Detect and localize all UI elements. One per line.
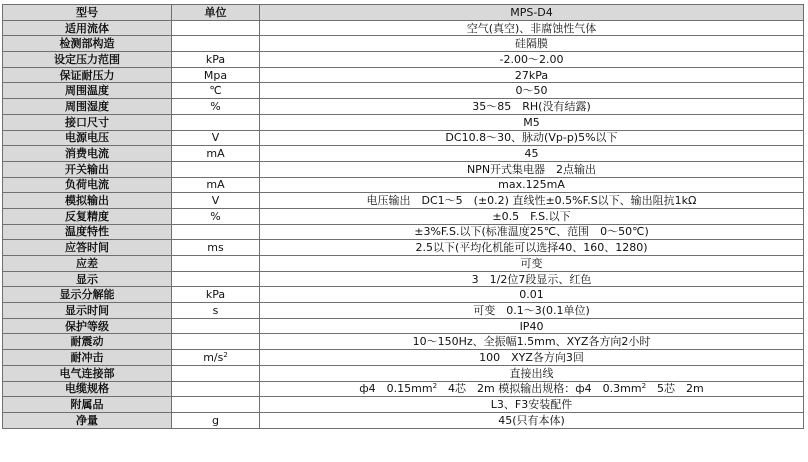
table-row	[3, 240, 804, 256]
row-unit: g	[172, 412, 260, 428]
area-exponent: 2	[641, 382, 647, 391]
row-name: 消费电流	[3, 146, 172, 162]
table-header-row	[3, 5, 804, 21]
row-value: 电压输出 DC1～5 (±0.2) 直线性±0.5%F.S以下、输出阻抗1kΩ	[260, 193, 804, 209]
row-unit: Mpa	[172, 67, 260, 83]
row-name: 保护等级	[3, 318, 172, 334]
row-name: 检测部构造	[3, 36, 172, 52]
row-value: 3 1/2位7段显示、红色	[260, 271, 804, 287]
table-row	[3, 83, 804, 99]
row-value: 45	[260, 146, 804, 162]
row-unit	[172, 365, 260, 381]
table-row	[3, 130, 804, 146]
row-value: IP40	[260, 318, 804, 334]
table-row	[3, 177, 804, 193]
row-unit	[172, 161, 260, 177]
row-value: ±0.5 F.S.以下	[260, 208, 804, 224]
row-name: 净量	[3, 412, 172, 428]
table-row	[3, 287, 804, 303]
row-value: max.125mA	[260, 177, 804, 193]
row-unit	[172, 397, 260, 413]
row-name: 保证耐压力	[3, 67, 172, 83]
row-name: 附属品	[3, 397, 172, 413]
row-unit: ms	[172, 240, 260, 256]
row-unit: kPa	[172, 52, 260, 68]
row-value: L3、F3安装配件	[260, 397, 804, 413]
header-unit-label: 单位	[172, 5, 260, 21]
table-row	[3, 161, 804, 177]
cable-spec-text: 5芯 2m	[646, 382, 704, 396]
header-model-value: MPS-D4	[260, 5, 804, 21]
row-name: 周围温度	[3, 83, 172, 99]
row-unit: V	[172, 193, 260, 209]
table-row	[3, 36, 804, 52]
table-row	[3, 193, 804, 209]
row-name: 周围湿度	[3, 99, 172, 115]
row-name: 显示分解能	[3, 287, 172, 303]
row-value	[260, 381, 804, 397]
row-name: 耐震动	[3, 334, 172, 350]
cable-spec-text: ф4 0.15mm	[359, 382, 433, 396]
row-value: M5	[260, 114, 804, 130]
row-value: 45(只有本体)	[260, 412, 804, 428]
row-unit	[172, 350, 260, 366]
table-row	[3, 146, 804, 162]
row-value: 10～150Hz、全振幅1.5mm、XYZ各方向2小时	[260, 334, 804, 350]
row-value: DC10.8～30、脉动(Vp-p)5%以下	[260, 130, 804, 146]
table-row	[3, 303, 804, 319]
row-value: 直接出线	[260, 365, 804, 381]
table-row	[3, 67, 804, 83]
row-value: 0～50	[260, 83, 804, 99]
table-row	[3, 99, 804, 115]
row-unit	[172, 334, 260, 350]
table-row	[3, 114, 804, 130]
row-unit: %	[172, 208, 260, 224]
row-unit	[172, 381, 260, 397]
table-row	[3, 208, 804, 224]
header-model-label: 型号	[3, 5, 172, 21]
row-name: 应差	[3, 256, 172, 272]
table-row	[3, 52, 804, 68]
row-value: 0.01	[260, 287, 804, 303]
row-name: 适用流体	[3, 20, 172, 36]
row-unit	[172, 318, 260, 334]
row-unit	[172, 271, 260, 287]
row-unit	[172, 256, 260, 272]
table-row	[3, 20, 804, 36]
row-name: 显示时间	[3, 303, 172, 319]
table-row	[3, 256, 804, 272]
row-name: 反复精度	[3, 208, 172, 224]
row-value: 2.5以下(平均化机能可以选择40、160、1280)	[260, 240, 804, 256]
row-value: ±3%F.S.以下(标准温度25℃、范围 0～50℃)	[260, 224, 804, 240]
row-name: 耐冲击	[3, 350, 172, 366]
table-row	[3, 334, 804, 350]
table-row	[3, 365, 804, 381]
unit-base: m/s	[203, 350, 224, 364]
row-name: 电气连接部	[3, 365, 172, 381]
row-name: 设定压力范围	[3, 52, 172, 68]
table-row	[3, 412, 804, 428]
row-name: 应答时间	[3, 240, 172, 256]
row-unit	[172, 20, 260, 36]
unit-exponent: 2	[223, 350, 228, 359]
row-unit	[172, 114, 260, 130]
row-name: 模拟输出	[3, 193, 172, 209]
row-name: 电缆规格	[3, 381, 172, 397]
row-unit: mA	[172, 146, 260, 162]
row-name: 显示	[3, 271, 172, 287]
table-row	[3, 271, 804, 287]
row-unit: kPa	[172, 287, 260, 303]
table-row	[3, 350, 804, 366]
row-value: 硅隔膜	[260, 36, 804, 52]
row-unit	[172, 224, 260, 240]
row-unit: %	[172, 99, 260, 115]
area-exponent: 2	[432, 382, 438, 391]
row-unit	[172, 36, 260, 52]
table-row	[3, 397, 804, 413]
row-name: 接口尺寸	[3, 114, 172, 130]
row-value: 35～85 RH(没有结露)	[260, 99, 804, 115]
row-value: -2.00～2.00	[260, 52, 804, 68]
table-row	[3, 224, 804, 240]
cable-spec-text: 4芯 2m 模拟输出规格：ф4 0.3mm	[437, 382, 642, 396]
row-unit: s	[172, 303, 260, 319]
row-value: 空气(真空)、非腐蚀性气体	[260, 20, 804, 36]
row-value: 27kPa	[260, 67, 804, 83]
row-name: 开关输出	[3, 161, 172, 177]
table-row	[3, 381, 804, 397]
row-name: 负荷电流	[3, 177, 172, 193]
row-name: 电源电压	[3, 130, 172, 146]
row-unit: ℃	[172, 83, 260, 99]
table-row	[3, 318, 804, 334]
row-unit: V	[172, 130, 260, 146]
row-value: 100 XYZ各方向3回	[260, 350, 804, 366]
spec-table	[2, 4, 804, 429]
row-unit: mA	[172, 177, 260, 193]
row-value: 可变	[260, 256, 804, 272]
row-name: 温度特性	[3, 224, 172, 240]
row-value: 可变 0.1～3(0.1单位)	[260, 303, 804, 319]
row-value: NPN开式集电器 2点输出	[260, 161, 804, 177]
